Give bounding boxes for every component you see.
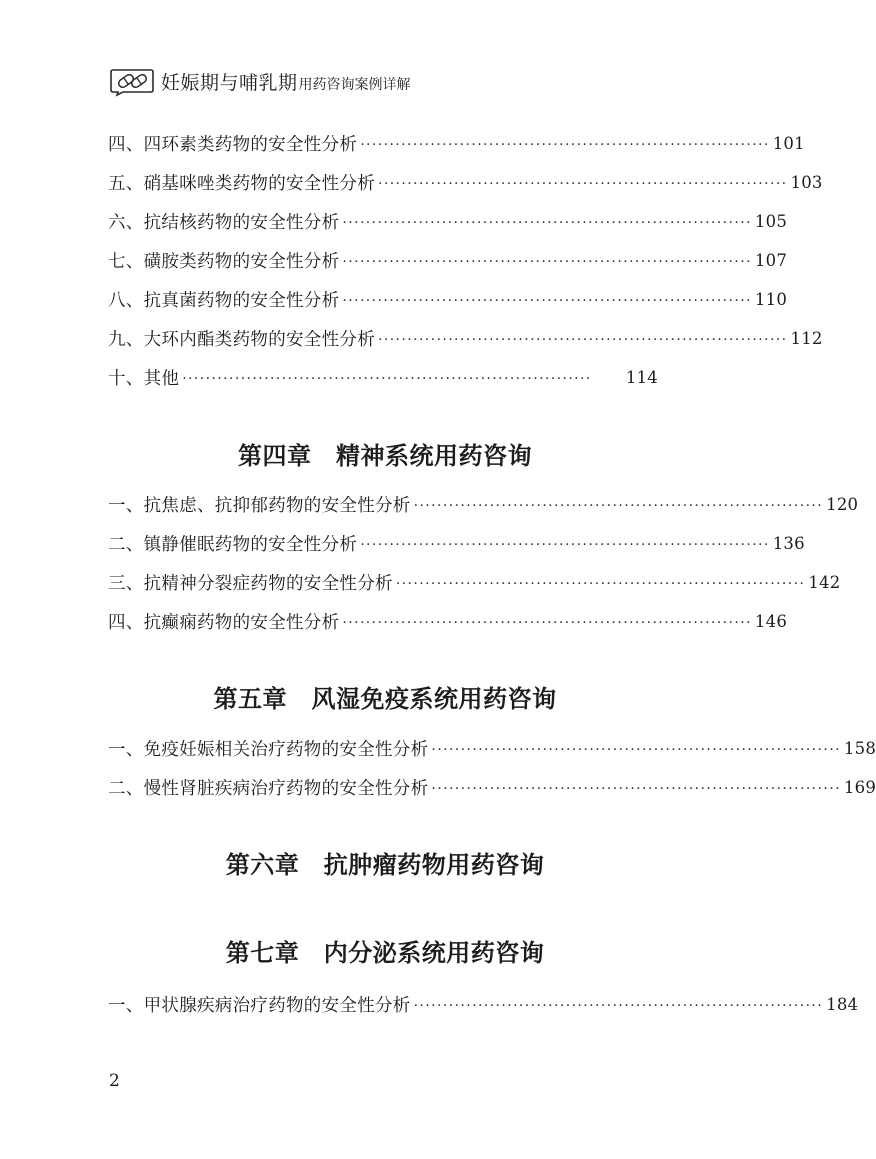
toc-entry[interactable] bbox=[108, 602, 788, 641]
toc-dot-leader: ······································································ bbox=[342, 253, 752, 270]
toc-dot-leader: ······································································ bbox=[431, 780, 841, 797]
chapter-heading-7: 第七章 内分泌系统用药咨询 bbox=[225, 938, 545, 967]
toc-entry-page-number: 105 bbox=[754, 212, 788, 231]
toc-entry[interactable] bbox=[108, 202, 788, 241]
toc-entry-label: 十、其他 bbox=[108, 369, 180, 389]
toc-entry[interactable] bbox=[108, 319, 823, 358]
pill-capsule-logo-icon bbox=[109, 66, 155, 96]
toc-entry-label: 一、甲状腺疾病治疗药物的安全性分析 bbox=[108, 996, 411, 1016]
toc-entry[interactable] bbox=[108, 729, 876, 768]
book-title bbox=[161, 68, 411, 95]
toc-entry-label: 一、抗焦虑、抗抑郁药物的安全性分析 bbox=[108, 496, 411, 516]
toc-dot-leader: ······································································ bbox=[378, 175, 788, 192]
toc-entry-page-number: 120 bbox=[826, 495, 859, 514]
book-title-sub: 用药咨询案例详解 bbox=[298, 76, 411, 93]
toc-entry-label: 五、硝基咪唑类药物的安全性分析 bbox=[108, 174, 375, 194]
toc-entry[interactable] bbox=[108, 985, 859, 1024]
toc-entry-label: 八、抗真菌药物的安全性分析 bbox=[108, 291, 340, 311]
toc-entry-label: 六、抗结核药物的安全性分析 bbox=[108, 213, 340, 233]
toc-dot-leader: ······································································ bbox=[342, 214, 752, 231]
toc-entry[interactable] bbox=[108, 563, 841, 602]
toc-entry-page-number: 101 bbox=[772, 134, 805, 153]
toc-dot-leader: ······································································ bbox=[182, 370, 592, 387]
toc-section-chapter-5 bbox=[108, 729, 876, 807]
toc-entry[interactable] bbox=[108, 124, 805, 163]
toc-entry-page-number: 114 bbox=[625, 368, 658, 387]
toc-dot-leader: ······································································ bbox=[342, 292, 752, 309]
toc-entry-page-number: 169 bbox=[843, 778, 876, 797]
toc-entry[interactable] bbox=[108, 768, 876, 807]
chapter-heading-6: 第六章 抗肿瘤药物用药咨询 bbox=[225, 850, 545, 879]
toc-entry-page-number: 110 bbox=[754, 290, 788, 309]
toc-dot-leader: ······································································ bbox=[431, 741, 841, 758]
toc-entry-page-number: 146 bbox=[754, 612, 788, 631]
toc-entry-page-number: 158 bbox=[843, 739, 876, 758]
toc-entry[interactable] bbox=[108, 358, 658, 397]
toc-entry-label: 九、大环内酯类药物的安全性分析 bbox=[108, 330, 375, 350]
toc-entry-label: 四、四环素类药物的安全性分析 bbox=[108, 135, 358, 155]
toc-entry[interactable] bbox=[108, 241, 788, 280]
toc-dot-leader: ······································································ bbox=[395, 575, 806, 592]
toc-entry[interactable] bbox=[108, 163, 823, 202]
toc-entry[interactable] bbox=[108, 524, 805, 563]
toc-dot-leader: ······································································ bbox=[378, 331, 788, 348]
toc-section-chapter-3 bbox=[108, 124, 823, 397]
chapter-heading-5: 第五章 风湿免疫系统用药咨询 bbox=[213, 684, 557, 713]
toc-dot-leader: ······································································ bbox=[360, 136, 770, 153]
toc-entry-page-number: 184 bbox=[826, 995, 859, 1014]
toc-dot-leader: ······································································ bbox=[413, 497, 824, 514]
toc-entry-page-number: 103 bbox=[790, 173, 823, 192]
toc-entry-label: 三、抗精神分裂症药物的安全性分析 bbox=[108, 574, 393, 594]
toc-dot-leader: ······································································ bbox=[360, 536, 770, 553]
toc-entry-label: 二、镇静催眠药物的安全性分析 bbox=[108, 535, 358, 555]
toc-entry-label: 七、磺胺类药物的安全性分析 bbox=[108, 252, 340, 272]
toc-entry-page-number: 142 bbox=[808, 573, 841, 592]
toc-entry-page-number: 136 bbox=[772, 534, 805, 553]
toc-entry[interactable] bbox=[108, 485, 859, 524]
toc-entry-label: 一、免疫妊娠相关治疗药物的安全性分析 bbox=[108, 740, 429, 760]
running-header bbox=[109, 66, 411, 96]
toc-entry-label: 二、慢性肾脏疾病治疗药物的安全性分析 bbox=[108, 779, 429, 799]
toc-entry-label: 四、抗癫痫药物的安全性分析 bbox=[108, 613, 340, 633]
toc-dot-leader: ······································································ bbox=[413, 997, 824, 1014]
chapter-heading-4: 第四章 精神系统用药咨询 bbox=[238, 441, 532, 470]
toc-entry-page-number: 112 bbox=[790, 329, 823, 348]
toc-entry-page-number: 107 bbox=[754, 251, 788, 270]
toc-dot-leader: ······································································ bbox=[342, 614, 752, 631]
toc-section-chapter-4 bbox=[108, 485, 859, 641]
toc-entry[interactable] bbox=[108, 280, 788, 319]
toc-section-chapter-7 bbox=[108, 985, 859, 1024]
book-title-main: 妊娠期与哺乳期 bbox=[161, 71, 298, 94]
page-number: 2 bbox=[109, 1071, 120, 1091]
